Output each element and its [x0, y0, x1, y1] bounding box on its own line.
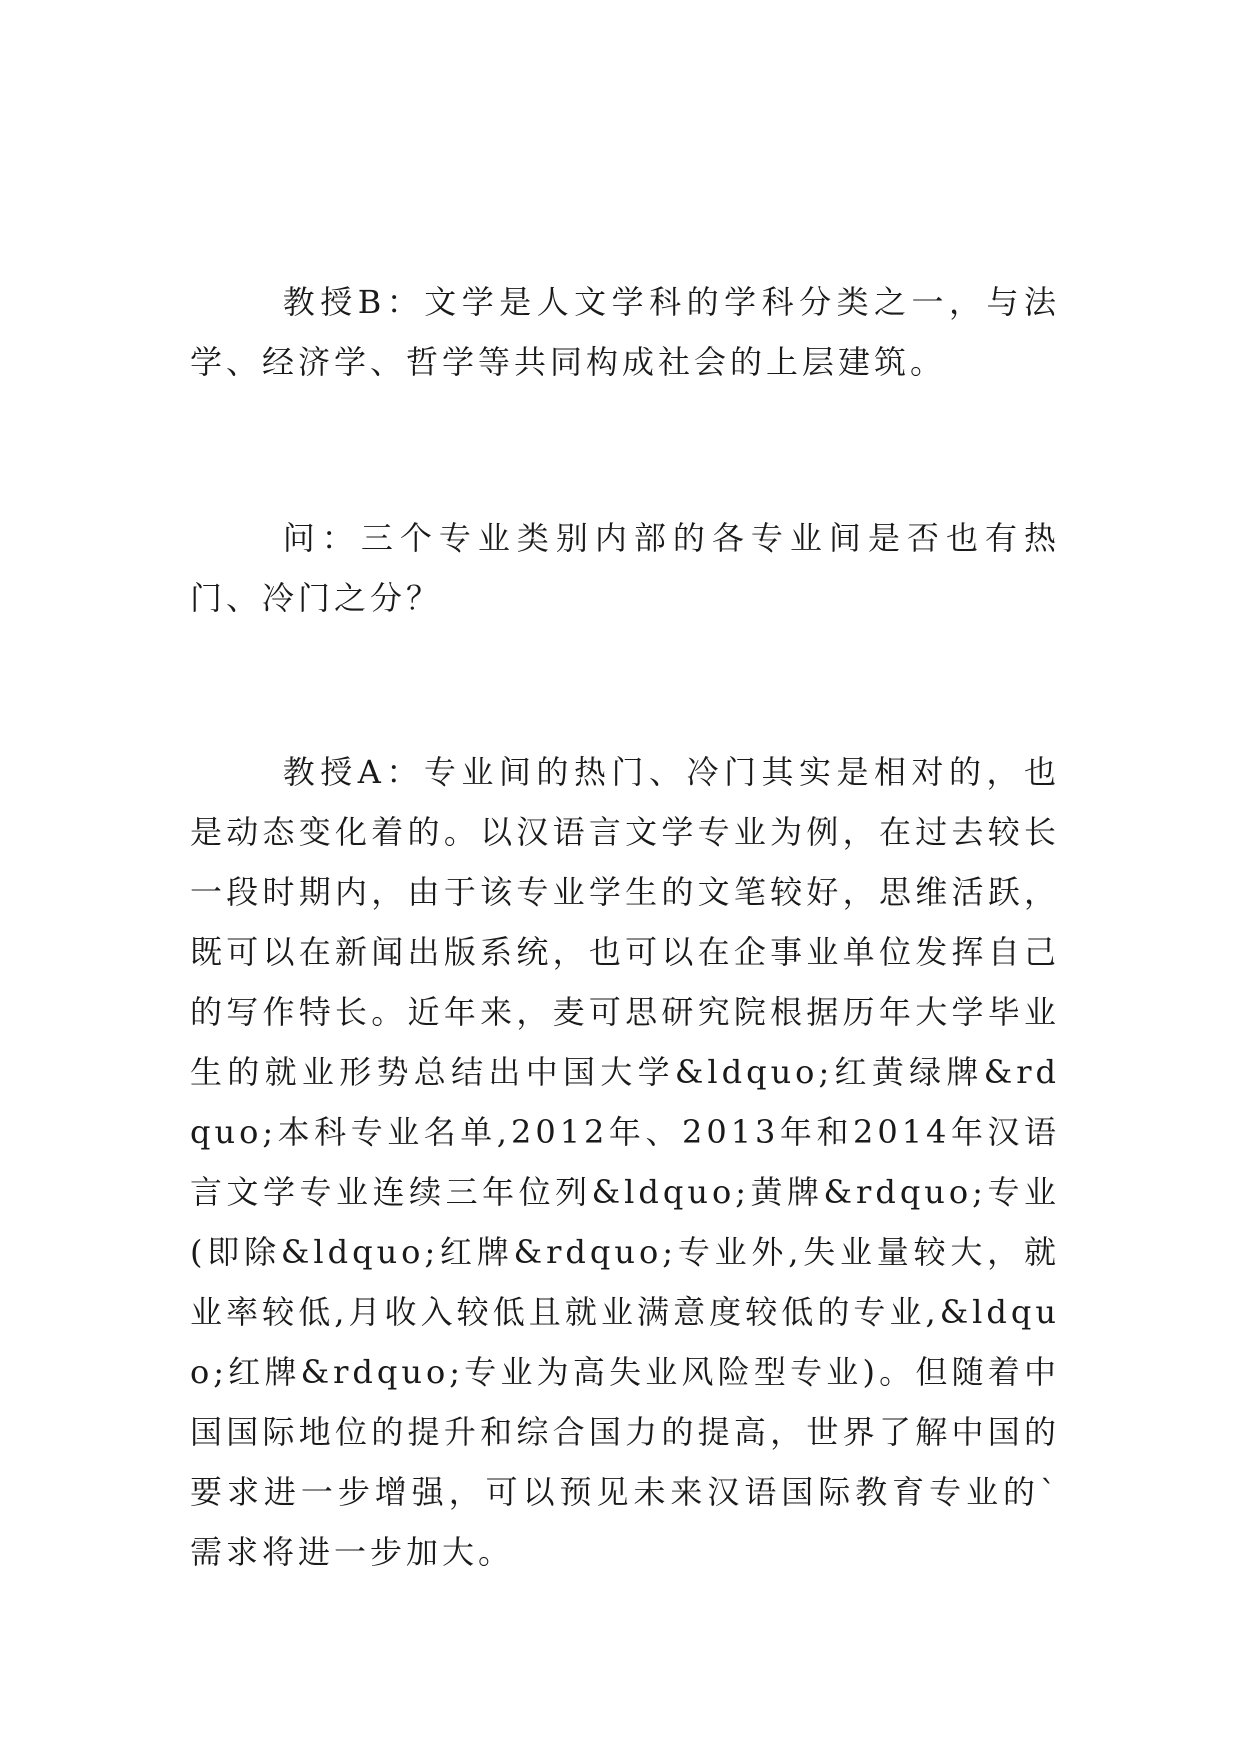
paragraph-question: 问：三个专业类别内部的各专业间是否也有热门、冷门之分？	[190, 519, 1060, 617]
paragraph-professor-b: 教授B：文学是人文学科的学科分类之一，与法学、经济学、哲学等共同构成社会的上层建筑。	[190, 283, 1060, 381]
paragraph-professor-a: 教授A：专业间的热门、冷门其实是相对的，也是动态变化着的。以汉语言文学专业为例，在过去较长一段时期内，由于该专业学生的文笔较好，思维活跃，既可以在新闻出版系统，也可以在企事业单位发挥自己的写作特长。近年来，麦可思研究院根据历年大学毕业生的就业形势总结出中国大学&ldquo;红黄绿牌&rdquo;本科专业名单,2012年、2013年和2014年汉语言文学专业连续三年位列&ldquo;黄牌&rdquo;专业(即除&ldquo;红牌&rdquo;专业外,失业量较大，就业率较低,月收入较低且就业满意度较低的专业,&ldquo;红牌&rdquo;专业为高失业风险型专业)。但随着中国国际地位的提升和综合国力的提高，世界了解中国的要求进一步增强，可以预见未来汉语国际教育专业的`需求将进一步加大。	[190, 753, 1060, 1571]
